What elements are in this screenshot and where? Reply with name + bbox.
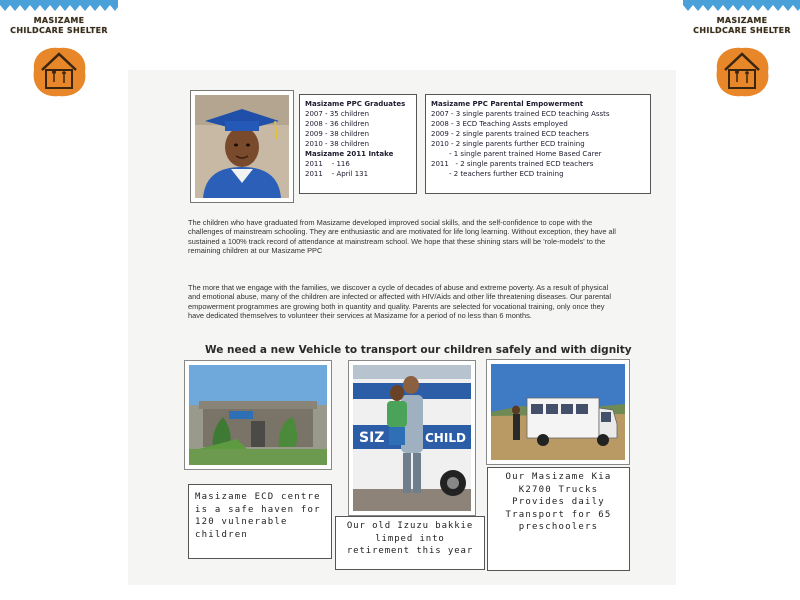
parental-title: Masizame PPC Parental Empowerment — [431, 100, 584, 108]
masizame-logo-left — [0, 0, 118, 108]
vehicle-heading: We need a new Vehicle to transport our children safely and with dignity — [205, 344, 632, 356]
truck-caption: Our Masizame Kia K2700 Trucks Provides daily Transport for 65 preschoolers — [487, 467, 630, 571]
graduates-box — [299, 94, 417, 194]
logo-text: MASIZAME CHILDCARE SHELTER — [693, 16, 791, 35]
logo-text: MASIZAME CHILDCARE SHELTER — [10, 16, 108, 35]
old-bakkie-photo — [348, 360, 476, 516]
parental-line: 2010 - 2 single parents further ECD training — [431, 140, 585, 148]
parental-line: 2008 - 3 ECD Teaching Assts employed — [431, 120, 568, 128]
parental-line: 2011 - 2 single parents trained ECD teachers — [431, 160, 594, 168]
parental-empowerment-box — [425, 94, 651, 194]
intake-line: 2011 - 116 — [305, 160, 350, 168]
parental-line: - 2 teachers further ECD training — [449, 170, 564, 178]
zigzag-border-icon — [0, 0, 118, 12]
graduates-line: 2007 - 35 children — [305, 110, 370, 118]
bakkie-sign-text-2: CHILD — [425, 431, 466, 445]
parental-line: - 1 single parent trained Home Based Carer — [449, 150, 602, 158]
bakkie-sign-text: SIZ — [359, 430, 385, 446]
graduate-photo — [190, 90, 294, 203]
parental-line: 2007 - 3 single parents trained ECD teaching Assts — [431, 110, 610, 118]
masizame-logo-right — [683, 0, 800, 108]
families-paragraph: The more that we engage with the families, we discover a cycle of decades of abuse and extreme poverty. As a result of physical and emotional abuse, many of the children are infected or affected with HIV/Aids and other life threatening diseases. Our parental empowerment programmes are growing both in quantity and quality. Parents are selected for vocational training, only once they have dedicated themselves to volunteer their services at Masizame for a period of no less than 6 months. — [188, 283, 612, 320]
intake-title: Masizame 2011 Intake — [305, 150, 394, 158]
graduate-child-image — [195, 95, 289, 198]
ecd-centre-caption: Masizame ECD centre is a safe haven for 120 vulnerable children — [188, 484, 332, 559]
graduates-line: 2010 - 38 children — [305, 140, 370, 148]
old-bakkie-image — [353, 365, 471, 511]
bakkie-caption: Our old Izuzu bakkie limped into retirement this year — [335, 516, 485, 570]
ecd-centre-photo — [184, 360, 332, 470]
graduates-title: Masizame PPC Graduates — [305, 100, 406, 108]
parental-line: 2009 - 2 single parents trained ECD teachers — [431, 130, 589, 138]
graduates-line: 2009 - 38 children — [305, 130, 370, 138]
zigzag-border-icon — [683, 0, 800, 12]
kia-truck-image — [491, 364, 625, 460]
ecd-centre-image — [189, 365, 327, 465]
house-family-logo-icon — [28, 40, 90, 102]
intake-line: 2011 - April 131 — [305, 170, 369, 178]
graduates-line: 2008 - 36 children — [305, 120, 370, 128]
kia-truck-photo — [486, 359, 630, 465]
graduates-paragraph: The children who have graduated from Masizame developed improved social skills, and the self-confidence to cope with the challenges of mainstream schooling. They are enthusiastic and are motivated for life long learning. Without exception, they have all sustained a 100% track record of attendance at mainstream school. We hope that these shining stars will be 'role-models' to the remaining children at our Masizame PPC — [188, 218, 616, 255]
house-family-logo-icon — [711, 40, 773, 102]
